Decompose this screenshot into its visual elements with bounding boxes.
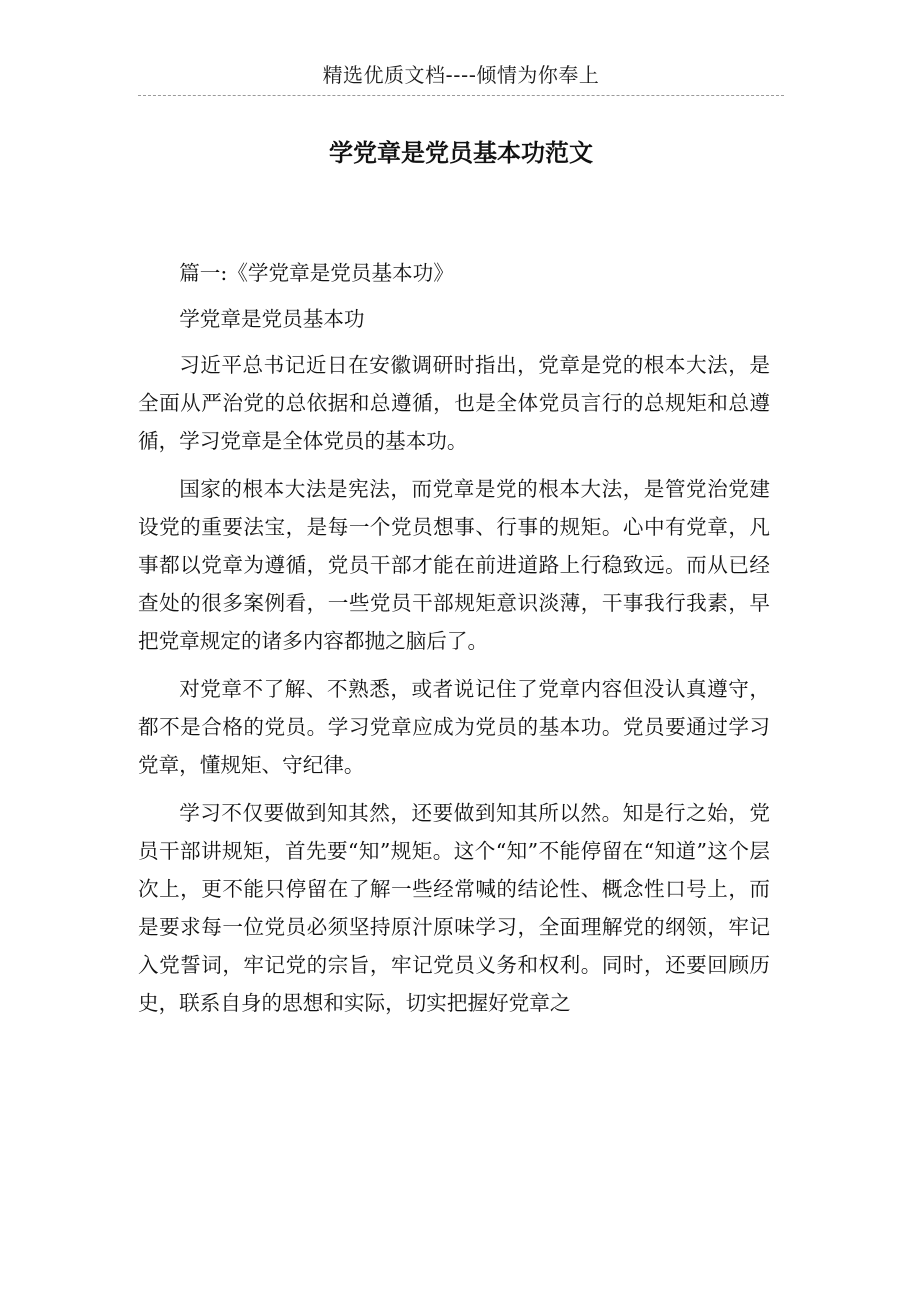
section-heading: 篇一:《学党章是党员基本功》 [179, 261, 454, 285]
paragraph: 学习不仅要做到知其然，还要做到知其所以然。知是行之始，党员干部讲规矩，首先要“知”规矩。这个“知”不能停留在“知道”这个层次上，更不能只停留在了解一些经常喊的结论性、概念性口号上，而是要求每一位党员必须坚持原汁原味学习，全面理解党的纲领，牢记入党誓词，牢记党的宗旨，牢记党员义务和权利。同时，还要回顾历史，联系自身的思想和实际，切实把握好党章之 [138, 801, 770, 1015]
paragraph: 国家的根本大法是宪法，而党章是党的根本大法，是管党治党建设党的重要法宝，是每一个党员想事、行事的规矩。心中有党章，凡事都以党章为遵循，党员干部才能在前进道路上行稳致远。而从已经查处的很多案例看，一些党员干部规矩意识淡薄，干事我行我素，早把党章规定的诸多内容都抛之脑后了。 [138, 477, 770, 653]
document-title: 学党章是党员基本功范文 [329, 139, 593, 167]
document-body [138, 254, 770, 1032]
header-divider [138, 95, 784, 96]
running-header: 精选优质文档----倾情为你奉上 [322, 63, 600, 87]
paragraph: 习近平总书记近日在安徽调研时指出，党章是党的根本大法，是全面从严治党的总依据和总遵循，也是全体党员言行的总规矩和总遵循，学习党章是全体党员的基本功。 [138, 353, 770, 453]
paragraph: 对党章不了解、不熟悉，或者说记住了党章内容但没认真遵守，都不是合格的党员。学习党章应成为党员的基本功。党员要通过学习党章，懂规矩、守纪律。 [138, 677, 770, 777]
section-subtitle: 学党章是党员基本功 [179, 307, 365, 331]
